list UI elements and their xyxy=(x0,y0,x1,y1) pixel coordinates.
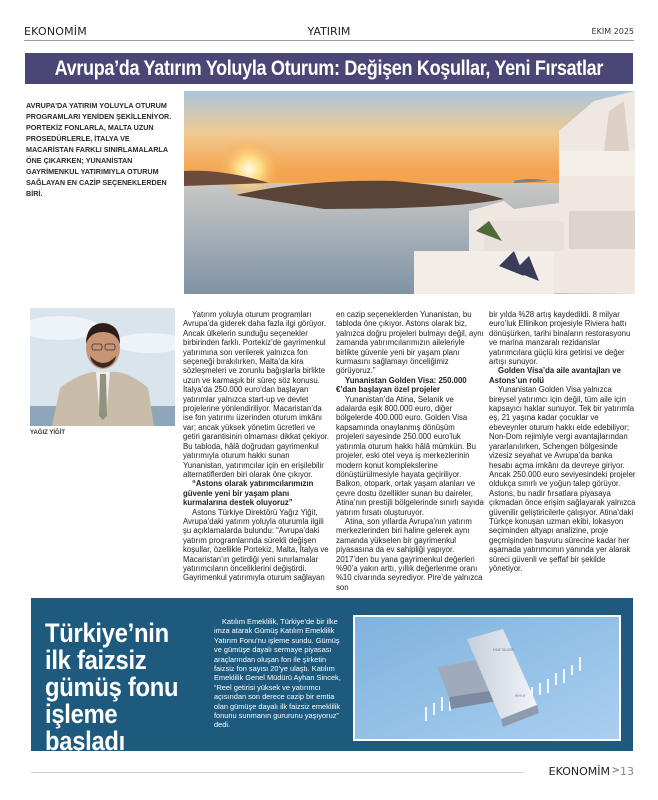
promo-title: Türkiye’nin ilk faizsiz gümüş fonu işleme başladı xyxy=(45,618,179,756)
silver-bar-stamp-1: FINE SILVER xyxy=(493,648,514,652)
footer-rule xyxy=(31,772,524,773)
header-section: YATIRIM xyxy=(307,25,351,38)
portrait-caption: YAĞIZ YİĞİT xyxy=(30,430,66,436)
silver-bar-stamp-2: 999.9 xyxy=(515,694,526,698)
article-column-3 xyxy=(489,310,637,573)
article-subheading: Yunanistan Golden Visa: 250.000 €’dan başlayan özel projeler xyxy=(336,375,467,395)
article-paragraph: Yatırım yoluyla oturum programları Avrupa’da giderek daha fazla ilgi görüyor. Ancak ülkelerin sunduğu seçenekler birbirinden farklı. Portekiz’de gayrimenkul yatırımına son verilerek yalnızca fon seçeneği bırakılırken, Malta’da kira sözleşmeleri ve zorunlu bağışlarla birlikte uzun ve karmaşık bir süreç söz konusu. İtalya’da 250.000 euro’dan başlayan yatırımlar yalnızca start-up ve devlet projelerine yönlendiriliyor. Macaristan’da ise fon yatırımı üzerinden oturum imkânı var; ancak yüksek yönetim ücretleri ve getiri garantisinin olmaması dikkat çekiyor. Bu tabloda, hâlâ doğrudan gayrimenkul yatırımıyla oturum hakkı sunan Yunanistan, yatırımcılar için en erişilebilir alternatiflerden biri olarak öne çıkıyor. xyxy=(183,310,330,479)
chevron-right-icon: > xyxy=(611,765,620,776)
promo-image-silver-bars xyxy=(353,615,621,741)
portrait-graphic xyxy=(30,308,175,426)
silver-bars-graphic xyxy=(355,617,619,739)
footer-brand: EKONOMİM xyxy=(548,765,610,778)
page-header xyxy=(24,26,634,41)
article-subheading: Golden Visa’da aile avantajları ve Astons’un rolü xyxy=(489,366,621,385)
article-lead: AVRUPA'DA YATIRIM YOLUYLA OTURUM PROGRAMLARI YENİDEN ŞEKİLLENİYOR. PORTEKİZ FONLARLA, MALTA UZUN PROSEDÜRLERLE, İTALYA VE MACARİSTAN FARKLI SINIRLAMALARLA ÖNE ÇIKARKEN; YUNANİSTAN GAYRİMENKUL YATIRIMIYLA OTURUM SAĞLAYAN EN CAZİP SEÇENEKLERDEN BİRİ. xyxy=(26,101,172,198)
header-issue-date: EKİM 2025 xyxy=(591,27,634,36)
article-title-bar xyxy=(25,53,633,84)
article-subheading: “Astons olarak yatırımcılarımızın güvenle yeni bir yaşam planı kurmalarına destek oluyoruz” xyxy=(183,479,314,508)
article-paragraph: en cazip seçeneklerden Yunanistan, bu tabloda öne çıkıyor. Astons olarak biz, yalnızca doğru projeleri bulmayı değil, aynı zamanda yatırımcılarımızın aileleriyle birlikte güvenle yeni bir yaşam planı kurmasını sağlamayı önceliğimiz görüyoruz.” xyxy=(336,310,484,376)
article-paragraph: Astons Türkiye Direktörü Yağız Yiğit, Avrupa’daki yatırım yoluyla oturumla ilgili şu açıklamalarda bulundu: “Avrupa’daki yatırım programlarında sürekli değişen koşullar, özellikle Portekiz, Malta, İtalya ve Macaristan’ın getirdiği yeni sınırlamalar yatırımcıların önceliklerini değiştirdi. Gayrimenkul yatırımıyla oturum sağlayan xyxy=(183,507,329,583)
hero-image-santorini-sunset xyxy=(184,91,635,294)
hero-image-graphic xyxy=(184,91,635,294)
page-number: 13 xyxy=(620,765,634,778)
header-brand: EKONOMİM xyxy=(24,25,87,38)
article-column-1 xyxy=(183,310,331,583)
article-paragraph: Yunanistan Golden Visa yalnızca bireysel yatırımcı için değil, tüm aile için kapsayıcı haklar sunuyor. Tek bir yatırımla eş, 21 yaşına kadar çocuklar ve ebeveynler oturum hakkı elde edebiliyor; Non-Dom rejimiyle vergi avantajlarından yararlanılırken, Schengen bölgesinde vizesiz seyahat ve Avrupa’da banka hesabı açma imkânı da devreye giriyor. Ancak 250.000 euro seviyesindeki projeler oldukça sınırlı ve yoğun talep görüyor. Astons, bu nadir fırsatlara piyasaya çıkmadan önce erişim sağlayarak yalnızca güvenilir geliştiricilerle çalışıyor. Atina’daki Türkçe konuşan uzman ekibi, lokasyon seçiminden altyapı analizine, proje geçmişinden başvuru sürecine kadar her aşamada yatırımcının yanında yer alarak süreci güvenli ve şeffaf bir şekilde yönetiyor. xyxy=(489,385,636,573)
portrait-photo xyxy=(30,308,175,426)
promo-body xyxy=(214,617,342,730)
article-paragraph: Atina, son yıllarda Avrupa’nın yatırım merkezlerinden biri haline gelerek aynı zamanda yükselen bir gayrimenkul piyasasına da ev sahipliği yapıyor. 2017’den bu yana gayrimenkul değerleri %90’a yakın arttı, yıllık değerlenme oranı %10 civarında seyrediyor. Pire’de yalnızca son xyxy=(336,516,483,592)
article-column-2 xyxy=(336,310,484,592)
promo-body-text: Katılım Emeklilik, Türkiye’de bir ilke imza atarak Gümüş Katılım Emeklilik Yatırım Fonu’nu işleme sundu. Gümüş ve gümüşe dayalı sermaye piyasası araçlarından oluşan fon ile şirketin faizsiz fon sayısı 20’ye ulaştı. Katılım Emeklilik Genel Müdürü Ayhan Sincek, “Reel getirisi yüksek ve yatırımcı açısından son derece cazip bir emtia olan gümüşe dayalı ilk faizsiz emeklilik fonunu sunmanın gururunu yaşıyoruz” dedi. xyxy=(214,617,341,730)
article-title: Avrupa’da Yatırım Yoluyla Oturum: Değişen Koşullar, Yeni Fırsatlar xyxy=(54,56,604,80)
article-paragraph: bir yılda %28 artış kaydedildi. 8 milyar euro’luk Ellinikon projesiyle Riviera hattı dönüşürken, tarihi binaların restorasyonu ve marina manzaralı rezidanslar yatırımcılara güçlü kira getirisi ve değer artışı sunuyor. xyxy=(489,310,631,367)
page-footer xyxy=(31,765,634,779)
article-paragraph: Yunanistan’da Atina, Selanik ve adalarda eşik 800.000 euro, diğer bölgelerde 400.000 euro. Golden Visa kapsamında onaylanmış dönüşüm projeleri sayesinde 250.000 euro’luk yatırımla oturum hakkı hâlâ mümkün. Bu projeler, eski otel veya iş merkezlerinin modern konut komplekslerine dönüştürülmesiyle hayata geçiriliyor. Balkon, otopark, ortak yaşam alanları ve çevre dostu özellikler sunan bu daireler, Atina’nın prestijli bölgelerinde sınırlı sayıda yatırım fırsatı oluşturuyor. xyxy=(336,394,484,517)
promo-box-silver-fund xyxy=(31,598,633,756)
